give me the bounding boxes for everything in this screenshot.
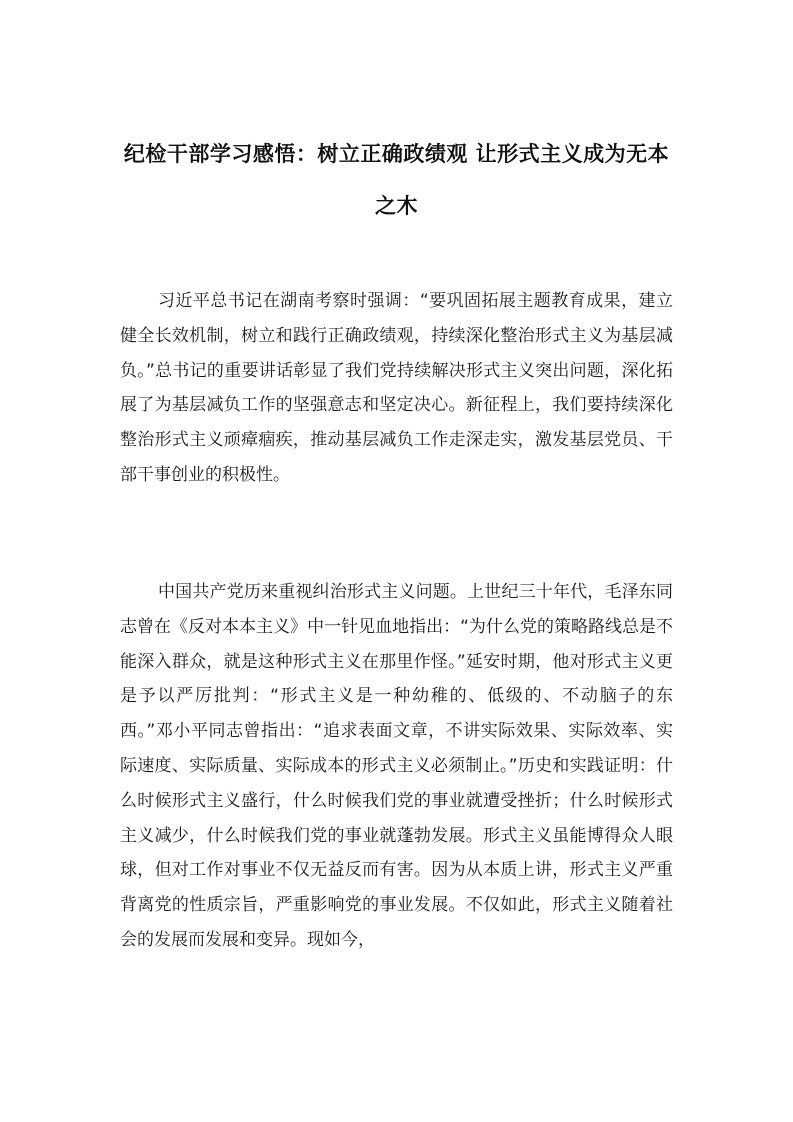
paragraph-2: 中国共产党历来重视纠治形式主义问题。上世纪三十年代，毛泽东同志曾在《反对本本主义》中一针见血地指出：“为什么党的策略路线总是不能深入群众，就是这种形式主义在那里作怪。”延安时期，他对形式主义更是予以严厉批判：“形式主义是一种幼稚的、低级的、不动脑子的东西。”邓小平同志曾指出：“追求表面文章，不讲实际效果、实际效率、实际速度、实际质量、实际成本的形式主义必须制止。”历史和实践证明：什么时候形式主义盛行，什么时候我们党的事业就遭受挫折；什么时候形式主义减少，什么时候我们党的事业就蓬勃发展。形式主义虽能博得众人眼球，但对工作对事业不仅无益反而有害。因为从本质上讲，形式主义严重背离党的性质宗旨，严重影响党的事业发展。不仅如此，形式主义随着社会的发展而发展和变异。现如今， [120, 582, 673, 950]
document-title: 纪检干部学习感悟：树立正确政绩观 让形式主义成为无本之木 [123, 141, 670, 218]
paragraph-1: 习近平总书记在湖南考察时强调：“要巩固拓展主题教育成果，建立健全长效机制，树立和践行正确政绩观，持续深化整治形式主义为基层减负。”总书记的重要讲话彰显了我们党持续解决形式主义突出问题，深化拓展了为基层减负工作的坚强意志和坚定决心。新征程上，我们要持续深化整治形式主义顽瘴痼疾，推动基层减负工作走深走实，激发基层党员、干部干事创业的积极性。 [120, 291, 673, 485]
